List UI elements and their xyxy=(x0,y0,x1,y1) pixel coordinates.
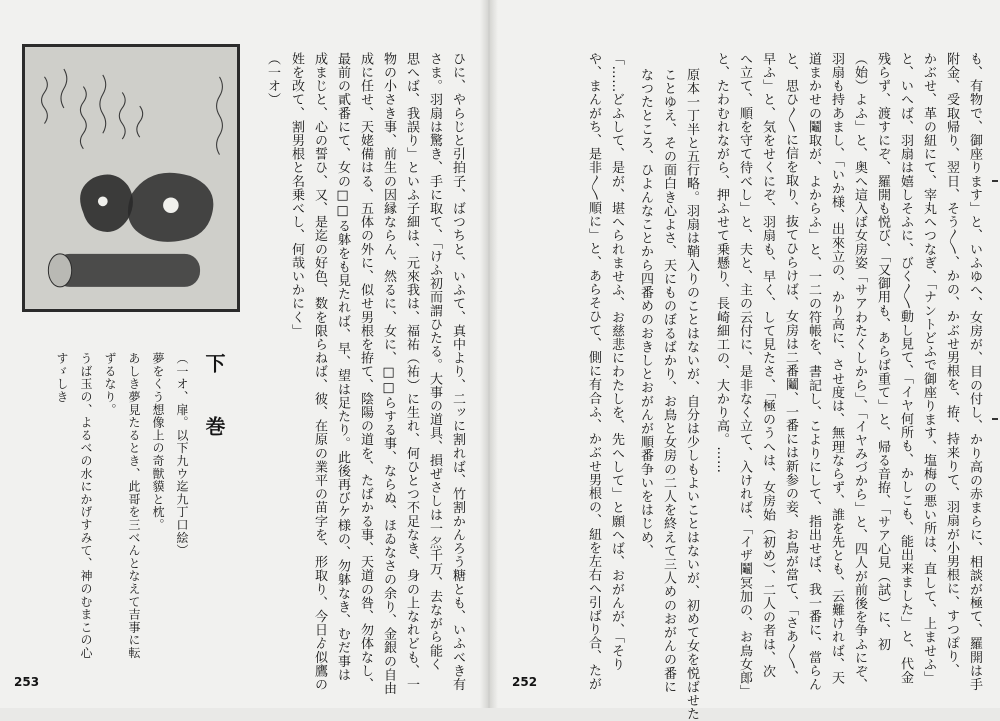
page-edge-mark xyxy=(992,180,998,182)
folio-note: （一オ） xyxy=(265,52,280,107)
text-column: も、有物で、御座ります」と、いふゆへ、女房が、目の付し、かり高の赤まらに、相談が極て、羅開は手 xyxy=(967,52,982,692)
text-column: ひに、やらじと引拍子、ばつちと、いふて、真中より、二ッに割れば、竹割かんろう糖とも、いふべき有 xyxy=(450,52,465,692)
note-line: （一オ、扉。以下九ウ迄九丁口絵） xyxy=(175,352,189,557)
note-line: すゞしき xyxy=(55,352,69,404)
text-column: 物の小さき事、前生の因縁ならん、然るに、女に、□□らする事、ならぬ、ほゐなさの余り、金銀の自由 xyxy=(381,52,396,696)
text-column: と、思ひ〳〵に信を取り、抜てひらけば、女房は二番鬮、一番には新参の妾、お鳥が當て、「さあ〳〵、 xyxy=(783,52,798,684)
text-column: 姓を改て、割男根と名乗べし、何哉いかにく」 xyxy=(289,52,304,338)
note-line: ずるなり。 xyxy=(103,352,117,416)
text-column: 早ふ」と、気をせくにぞ、羽扇も、早く、して見たさ、「極のうへは、女房始（初め）、二人の者は、次 xyxy=(760,52,775,679)
text-column: 成まじと、心の誓ひ、又、是迄の好色、数を限らねば、彼、在原の業平の苗字を、形取り、今日ゟ似鷹の xyxy=(312,52,327,692)
text-column: へ立て、順を守て待べし」と、夫と、主の云付に、是非なく立て、入ければ、「イザ鬮冥加の、お鳥女郎」 xyxy=(737,52,752,699)
note-line: あしき夢見たるとき、此哥を三べんとなえて吉事に転 xyxy=(127,352,141,660)
text-column: と、たわむれながら、押ふせて乗懸り、長崎細工の、大かり高。…… xyxy=(714,52,729,474)
text-column: 原本一丁半と五行略。羽扇は鞘入りのことはないが、自分は少しもよいことはないが、初めて女を悦ばせた xyxy=(684,68,699,721)
text-column: 成に任せ、天姥備はる、五体の外に、似せ男根を拵て、陰陽の道を、たばかる事、天道の咎、勿体なし、 xyxy=(358,52,373,692)
text-column: 最前の貳番にて、女の□□る躰をも見たれば、早、望は足たり。此後再びケ様の、勿躰なき、むだ事は xyxy=(335,52,350,682)
text-column: 羽扇も持あまし、「いか様、出來立の、かり高に、させ度は、無理ならず、誰を先とも、云難ければ、天 xyxy=(829,52,844,685)
text-column: 残らず、渡すにぞ、羅開も悦び、「又御用も、あらば重て」と、帰る音拵、「サア心見（試）に、初 xyxy=(875,52,890,651)
page-number: 252 xyxy=(512,675,538,689)
note-line: 夢をくう想像上の奇獣貘と枕。 xyxy=(151,352,165,532)
text-column: さま。羽扇は驚き、手に取て、「けふ初而謂ひたる。大事の道具、損ぜさしは一𡖋千万、去ながら能く xyxy=(427,52,442,672)
text-column: ことゆえ、その面白き心よさ、天にものぼるばかり、お鳥と女房の二人を終えて三人めのおがんの番に xyxy=(661,68,676,694)
section-heading: 下 巻 xyxy=(202,353,226,454)
text-column: 道まかせの鬮取が、よからふ」と、一二の符帳を、書記し、こよりにして、指出せば、我一番に、當らん xyxy=(806,52,821,692)
baku-illustration xyxy=(22,44,240,312)
text-column: （始）よふ」と、奥へ這入ば女房姿「サアわたくしから」、「イヤみづから」と、四人が前後を争ふにぞ、 xyxy=(852,52,867,692)
baku-pillow-image xyxy=(25,47,237,309)
page-252 xyxy=(498,0,1000,721)
note-line: うば玉の、よるべの水にかげすみて、神のむまこの心 xyxy=(79,352,93,660)
text-column: 附金、受取帰り、翌日、そう〳〵、かの、かぶせ男根を、拵、持来りて、羽扇が小男根に、すつぽり、 xyxy=(944,52,959,677)
text-column: 思へば、我誤り」といふ子細は、元來我は、福祐（祐）に生れ、何ひとつ不足なき、身の上なれども、一 xyxy=(404,52,419,692)
text-column: 「……どふして、是が、堪へられませふ、お慈悲にわたしを、先へして」と願へば、おがんが、「そり xyxy=(609,52,624,672)
page-253 xyxy=(0,0,485,708)
text-column: なつたところ、ひよんなことから四番めのおきしとおがんが順番争いをはじめ、 xyxy=(638,68,653,558)
page-edge-mark xyxy=(992,418,998,420)
text-column: や、まんがち、是非〳〵順に」と、あらそひて、側に有合ふ、かぶせ男根の、紐を左右へ引ばり合、たが xyxy=(586,52,601,691)
book-gutter xyxy=(480,0,498,708)
text-column: と、いへば、羽扇は嬉しそふに、びく〳〵動し見て、「イヤ何所も、かしこも、能出来ました」と、代金 xyxy=(898,52,913,685)
page-number: 253 xyxy=(14,675,40,689)
text-column: かぶせ、革の紐にて、宰丸へつなぎ、「ナントどふで御座ります、塩梅の悪い所は、直して、上ませふ」 xyxy=(921,52,936,685)
